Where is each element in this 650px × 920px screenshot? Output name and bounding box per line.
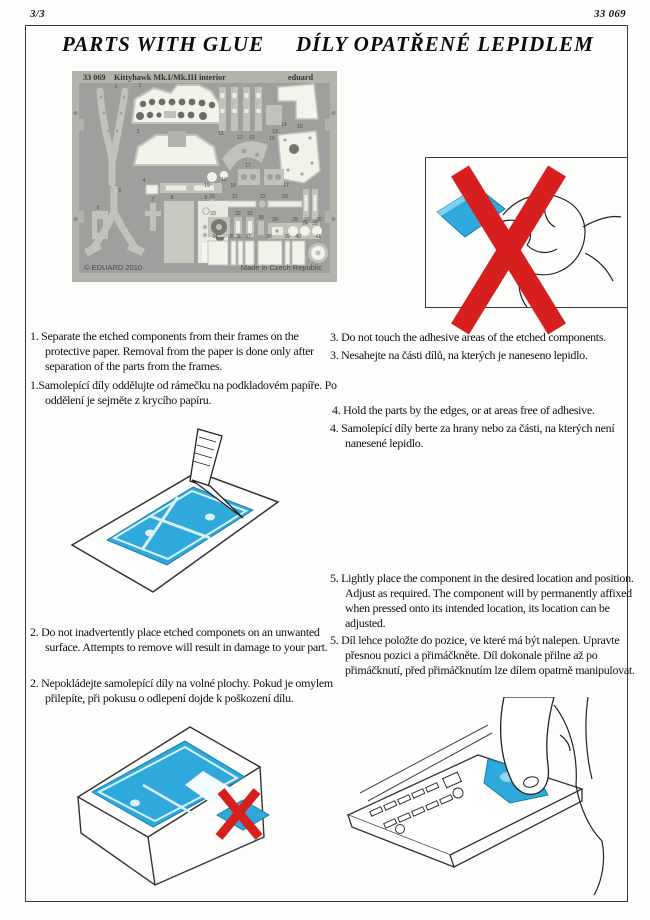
svg-text:34: 34: [212, 234, 218, 240]
instruction-2-cs: 2. Nepokládejte samolepící díly na volné plochy. Pokud je omylem přilepíte, při pokusu o odlepení dojde k poškození dílu.: [30, 676, 333, 705]
instruction-4-cs: 4. Samolepící díly berte za hrany nebo za části, na kterých není nanesené lepidlo.: [330, 421, 615, 450]
photoetch-fret-photo: [72, 71, 337, 282]
instruction-5-cs: 5. Díl lehce položte do pozice, ve které má být nalepen. Upravte přesnou pozici a přimáčkněte. Díl dokonale přilne až po přimáčknutí, před přimáčknutím lze dílem opatrně manipulovat.: [330, 633, 635, 677]
page-title-cs: DÍLY OPATŘENÉ LEPIDLEM: [296, 32, 594, 56]
svg-text:41: 41: [315, 234, 321, 240]
svg-text:12: 12: [249, 135, 255, 141]
instruction-3-cs: 3. Nesahejte na části dílů, na kterých je naneseno lepidlo.: [330, 348, 588, 362]
svg-text:6: 6: [204, 195, 208, 201]
fret-copyright: © EDUARD 2010: [84, 263, 143, 272]
product-code: 33 069: [593, 8, 626, 20]
instruction-5-en: 5. Lightly place the component in the desired location and position. Adjust as required. The component will by permanently affixed when pressed onto its intended location, its location can be adjusted.: [330, 571, 634, 630]
svg-text:23: 23: [282, 194, 288, 200]
svg-text:5: 5: [118, 188, 122, 194]
svg-text:20: 20: [209, 194, 215, 200]
svg-text:1: 1: [114, 84, 118, 90]
svg-text:17: 17: [283, 183, 289, 189]
svg-text:31: 31: [247, 211, 253, 217]
press-in-place-illustration: [340, 697, 623, 897]
svg-text:4: 4: [142, 178, 146, 184]
svg-text:37: 37: [245, 234, 251, 240]
svg-text:36: 36: [236, 234, 242, 240]
part-plate-left: [164, 201, 194, 263]
svg-text:14: 14: [281, 122, 287, 128]
tooling-hole-icon: [74, 111, 78, 115]
svg-text:10: 10: [221, 177, 227, 183]
svg-text:39: 39: [284, 234, 290, 240]
svg-text:29: 29: [272, 217, 278, 223]
svg-text:32: 32: [235, 211, 241, 217]
fret-name-label: Kittyhawk Mk.I/Mk.III interior: [114, 73, 226, 82]
svg-text:30: 30: [258, 215, 264, 221]
svg-text:28: 28: [292, 217, 298, 223]
instruction-1-cs: 1.Samolepící díly oddělujte od rámečku na podkladovém papíře. Po oddělení je sejměte z krycího papíru.: [30, 378, 337, 407]
svg-text:8: 8: [170, 195, 174, 201]
fret-made-in: Made in Czech Republic: [240, 263, 322, 272]
no-surface-illustration: [35, 715, 325, 910]
instruction-3-en: 3. Do not touch the adhesive areas of the etched components.: [330, 330, 606, 344]
svg-text:2: 2: [138, 83, 142, 89]
page-number: 3/3: [30, 8, 45, 20]
svg-text:24: 24: [302, 221, 308, 227]
svg-text:18: 18: [230, 183, 236, 189]
svg-text:26: 26: [316, 217, 322, 223]
page-title-en: PARTS WITH GLUE: [62, 32, 265, 56]
svg-text:3: 3: [136, 129, 140, 135]
eduard-brand-label: eduard: [288, 73, 314, 82]
svg-text:16: 16: [269, 136, 275, 142]
svg-text:35: 35: [228, 234, 234, 240]
red-x-mark: [460, 171, 557, 329]
svg-text:22: 22: [260, 194, 266, 200]
svg-text:13: 13: [272, 129, 278, 135]
knife-removal-illustration: [50, 425, 325, 625]
instruction-2-en: 2. Do not inadvertently place etched componets on an unwanted surface. Attempts to remove will result in damage to your part.: [30, 625, 328, 654]
svg-text:33: 33: [210, 211, 216, 217]
svg-text:27: 27: [304, 217, 310, 223]
fret-code-label: 33 069: [83, 73, 106, 82]
svg-text:12: 12: [237, 135, 243, 141]
svg-text:19: 19: [204, 183, 210, 189]
svg-text:7: 7: [151, 197, 155, 203]
svg-text:21: 21: [232, 194, 238, 200]
no-touch-illustration: [425, 157, 627, 335]
svg-text:9: 9: [96, 205, 100, 211]
svg-text:38: 38: [266, 234, 272, 240]
instruction-1-en: 1. Separate the etched components from their frames on the protective paper. Removal from the paper is done only after separation of the parts from the frames.: [30, 329, 314, 373]
svg-text:17: 17: [245, 163, 251, 169]
svg-text:15: 15: [297, 124, 303, 130]
svg-text:40: 40: [295, 234, 301, 240]
instruction-4-en: 4. Hold the parts by the edges, or at areas free of adhesive.: [332, 403, 595, 417]
svg-text:25: 25: [312, 221, 318, 227]
svg-text:11: 11: [218, 131, 224, 137]
